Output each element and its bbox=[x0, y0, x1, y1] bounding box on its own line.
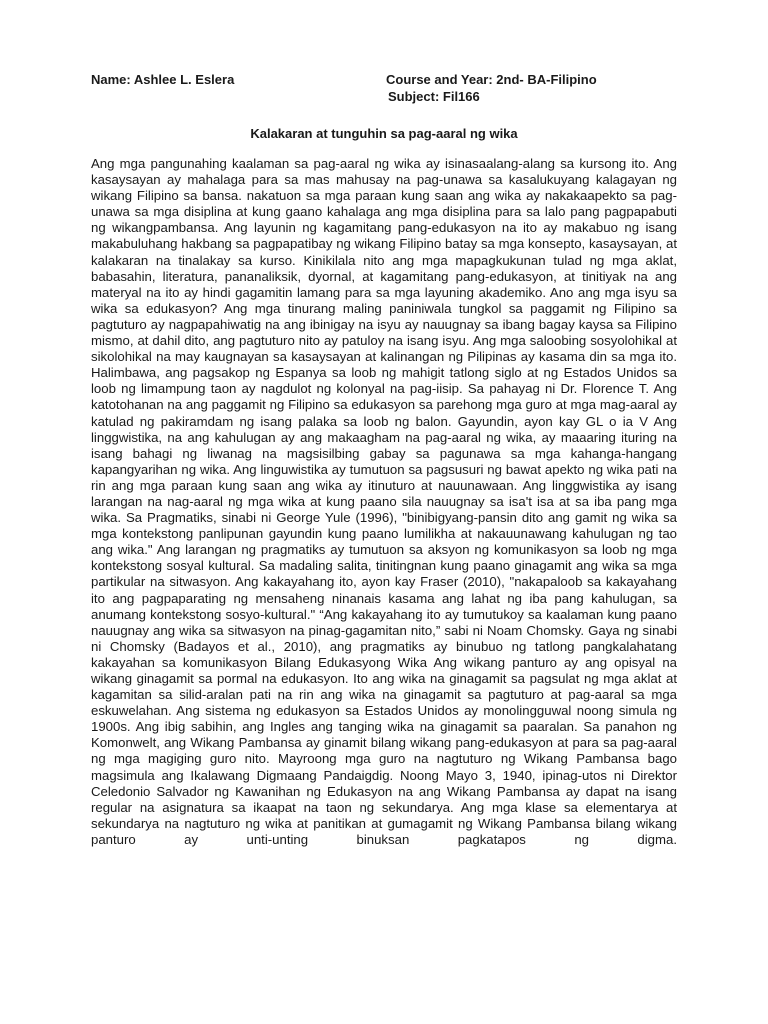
subject: Subject: Fil166 bbox=[388, 89, 480, 104]
student-name: Name: Ashlee L. Eslera bbox=[91, 72, 235, 87]
document-body: Ang mga pangunahing kaalaman sa pag-aaral ng wika ay isinasaalang-alang sa kursong ito. Ang kasaysayan ay mahalaga para sa mas mahusay na pag-unawa sa kasalukuyang kalagayan ng wikang Filipino sa bansa. nakatuon sa mga paraan kung saan ang wika ay nakakaapekto sa pag-unawa sa mga disiplina at kung gaano kahalaga ang mga disiplina para sa lalo pang pagpapabuti ng wikangpambansa. Ang layunin ng kagamitang pang-edukasyon na ito ay makabuo ng isang makabuluhang hakbang sa pagpapatibay ng wikang Filipino batay sa mga konsepto, kasaysayan, at kalakaran na tinalakay sa kurso. Kinikilala nito ang mga mapagkukunan tulad ng mga aklat, babasahin, literatura, pananaliksik, dyornal, at kagamitang pang-edukasyon, at tinitiyak na ang materyal na ito ay hindi gagamitin lamang para sa mga layuning akademiko. Ano ang mga isyu sa wika sa edukasyon? Ang mga tinurang maling paniniwala tungkol sa paggamit ng Filipino sa pagtuturo ay nagpapahiwatig na ang ibinigay na isyu ay nauugnay sa ibang bagay kaysa sa Filipino mismo, at dahil dito, ang pagtuturo nito ay patuloy na isang isyu. Ang mga saloobing sosyolohikal at sikolohikal na may kaugnayan sa kasaysayan at kalinangan ng Pilipinas ay kasama din sa mga ito. Halimbawa, ang pagsakop ng Espanya sa loob ng mahigit tatlong siglo at ng Estados Unidos sa loob ng limampung taon ay nagdulot ng kolonyal na pag-iisip. Sa pahayag ni Dr. Florence T. Ang katotohanan na ang paggamit ng Filipino sa edukasyon sa parehong mga guro at mga mag-aaral ay katulad ng pakiramdam ng isang palaka sa loob ng balon. Gayundin, ayon kay GL o ia V Ang linggwistika, na ang kahulugan ay ang makaagham na pag-aaral ng wika, ay maaaring ituring na isang bahagi ng liwanag na magsisilbing gabay sa pagunawa sa mga kahanga-hangang kapangyarihan ng wika. Ang linguwistika ay tumutuon sa pagsusuri ng bawat apekto ng wika pati na rin ang mga paraan kung saan ang wika ay itinuturo at nauunawaan. Ang linggwistika ay isang larangan na nag-aaral ng mga wika at kung paano sila nauugnay sa isa't isa at sa iba pang mga wika. Sa Pragmatiks, sinabi ni George Yule (1996), "binibigyang-pansin dito ang gamit ng wika sa mga kontekstong panlipunan gayundin kung paano lumilikha at nakauunawang kahulugan ng tao ang wika." Ang larangan ng pragmatiks ay tumutuon sa aksyon ng komunikasyon sa loob ng mga kontekstong sosyal kultural. Sa madaling salita, tinitingnan kung paano ginagamit ang wika sa mga partikular na sitwasyon. Ang kakayahang ito, ayon kay Fraser (2010), "nakapaloob sa kakayahang ito ang pagpaparating ng mensaheng ninanais kasama ang lahat ng iba pang kahulugan, sa anumang kontekstong sosyo-kultural." “Ang kakayahang ito ay tumutukoy sa kaalaman kung paano nauugnay ang wika sa sitwasyon na pinag-gagamitan nito,” sabi ni Noam Chomsky. Gaya ng sinabi ni Chomsky (Badayos et al., 2010), ang pragmatiks ay binubuo ng tatlong pangkalahatang kakayahan sa komunikasyon Bilang Edukasyong Wika Ang wikang panturo ay ang opisyal na wikang ginagamit sa pormal na edukasyon. Ito ang wika na ginagamit sa pagsulat ng mga aklat at kagamitan sa silid-aralan pati na rin ang wika na ginagamit sa pagtuturo at pag-aaral sa mga eskuwelahan. Ang sistema ng edukasyon sa Estados Unidos ay monolingguwal noong simula ng 1900s. Ang ibig sabihin, ang Ingles ang tanging wika na ginagamit sa paaralan. Sa panahon ng Komonwelt, ang Wikang Pambansa ay ginamit bilang wikang pang-edukasyon at para sa pag-aaral ng mga magiging guro nito. Mayroong mga guro na nagtuturo ng Wikang Pambansa bago magsimula ang Ikalawang Digmaang Pandaigdig. Noong Mayo 3, 1940, ipinag-utos ni Direktor Celedonio Salvador ng Kawanihan ng Edukasyon na ang Wikang Pambansa ay dapat na isang regular na asignatura sa ikaapat na taon ng sekundarya. Ang mga klase sa elementarya at sekundarya na nagtuturo ng wika at panitikan at gumagamit ng Wikang Pambansa bilang wikang panturo ay unti-unting binuksan pagkatapos ng digma. bbox=[91, 156, 677, 847]
document-title: Kalakaran at tunguhin sa pag-aaral ng wika bbox=[250, 126, 518, 141]
course-and-year: Course and Year: 2nd- BA-Filipino bbox=[386, 72, 597, 87]
